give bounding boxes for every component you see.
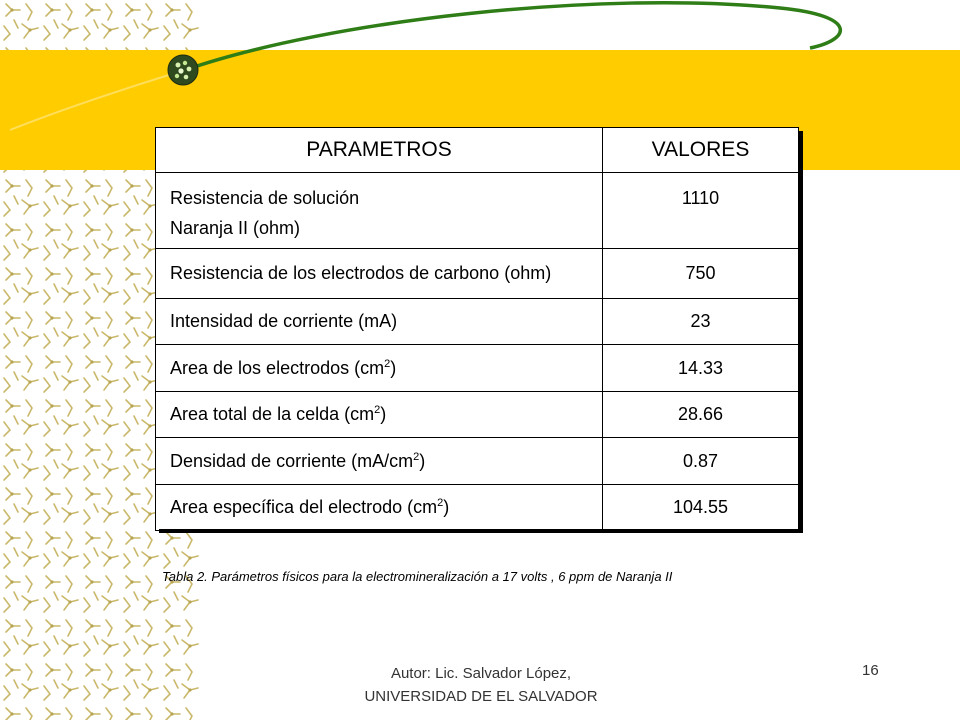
table-row	[156, 173, 799, 249]
table-row	[156, 345, 799, 392]
param-cell: Resistencia de los electrodos de carbono (ohm)	[156, 249, 603, 299]
param-cell: Area total de la celda $(cm^2)$	[156, 392, 603, 438]
table-row	[156, 392, 799, 438]
parameters-table	[155, 127, 799, 531]
param-cell: Densidad de corriente $(mA/cm^2)$	[156, 438, 603, 485]
value-cell: 104.55	[603, 485, 799, 531]
page-number: 16	[862, 662, 879, 679]
param-cell: Area de los electrodos $(cm^2)$	[156, 345, 603, 392]
value-cell: 0.87	[603, 438, 799, 485]
param-cell	[156, 173, 603, 249]
footer-author	[300, 662, 662, 708]
value-cell: 14.33	[603, 345, 799, 392]
header-parametros: PARAMETROS	[156, 128, 603, 173]
param-text-line2: Naranja II (ohm)	[170, 218, 301, 238]
globe-icon	[167, 54, 199, 86]
parameters-table-container	[155, 127, 799, 529]
table-caption: Tabla 2. Parámetros físicos para la electromineralización a 17 volts , 6 ppm de Naranja II	[162, 569, 673, 584]
value-cell: 750	[603, 249, 799, 299]
table-header-row	[156, 128, 799, 173]
author-line1: Autor: Lic. Salvador López,	[390, 665, 572, 682]
author-line2: UNIVERSIDAD DE EL SALVADOR	[364, 688, 598, 705]
table-row	[156, 485, 799, 531]
value-cell: 1110	[603, 173, 799, 249]
param-cell: Intensidad de corriente (mA)	[156, 299, 603, 345]
value-cell: 23	[603, 299, 799, 345]
table-row	[156, 299, 799, 345]
header-valores: VALORES	[603, 128, 799, 173]
table-row	[156, 438, 799, 485]
param-cell: Area específica del electrodo $(cm^2)$	[156, 485, 603, 531]
table-row	[156, 249, 799, 299]
value-cell: 28.66	[603, 392, 799, 438]
param-text-line1: Resistencia de solución	[170, 188, 360, 208]
